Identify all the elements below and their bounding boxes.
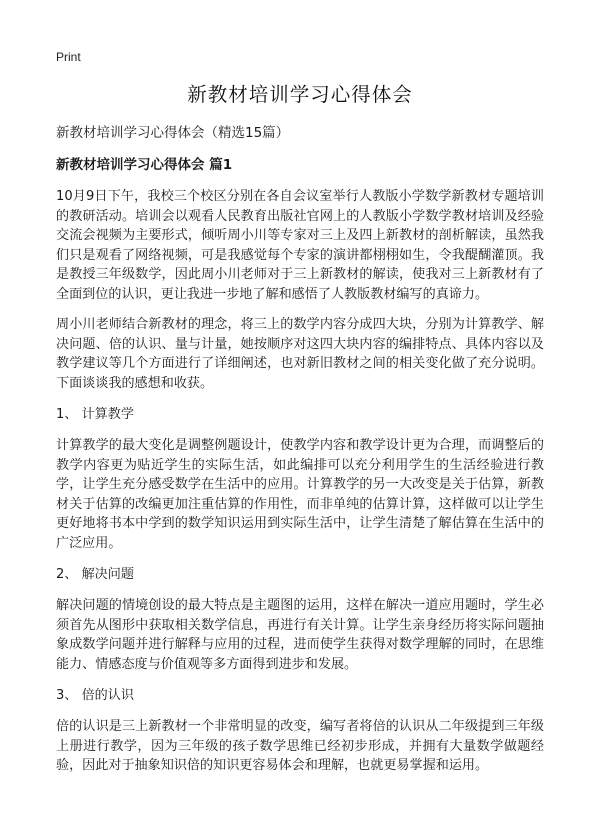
- paragraph-calculation: 计算教学的最大变化是调整例题设计，使教学内容和教学设计更为合理，而调整后的教学内容更为贴近学生的实际生活，如此编排可以充分利用学生的生活经验进行教学，让学生充分感受数学在生活中的应用。计算教学的另一大改变是关于估算，新教材关于估算的改编更加注重估算的作用性，而非单纯的估算计算，这样做可以让学生更好地将书本中学到的数学知识运用到实际生活中，让学生清楚了解估算在生活中的广泛应用。: [56, 438, 544, 551]
- paragraph-problem-solving: 解决问题的情境创设的最大特点是主题图的运用，这样在解决一道应用题时，学生必须首先从图形中获取相关数学信息，再进行有关计算。让学生亲身经历将实际问题抽象成数学问题并进行解释与应用的过程，进而使学生获得对数学理解的同时，在思维能力、情感态度与价值观等多方面得到进步和发展。: [56, 598, 544, 672]
- section-heading: 新教材培训学习心得体会 篇1: [56, 157, 233, 173]
- paragraph-intro: 10月9日下午，我校三个校区分别在各自会议室举行人教版小学数学新教材专题培训的教研活动。培训会以观看人民教育出版社官网上的人教版小学数学教材培训及经验交流会视频为主要形式，倾听周小川等专家对三上及四上新教材的剖析解读，虽然我们只是观看了网络视频，可是我感觉每个专家的演讲都栩栩如生，令我醍醐灌顶。我是教授三年级数学，因此周小川老师对于三上新教材的解读，使我对三上新教材有了全面到位的认识，更让我进一步地了解和感悟了人教版教材编写的真谛力。: [56, 189, 544, 302]
- document-subtitle: 新教材培训学习心得体会（精选15篇）: [56, 125, 290, 141]
- item-title-multiples: 3、 倍的认识: [56, 688, 134, 703]
- print-link[interactable]: Print: [56, 50, 81, 64]
- paragraph-overview: 周小川老师结合新教材的理念，将三上的数学内容分成四大块，分别为计算教学、解决问题、倍的认识、量与计量，她按顺序对这四大块内容的编排特点、具体内容以及教学建议等几个方面进行了详细阐述，也对新旧教材之间的相关变化做了充分说明。下面谈谈我的感想和收获。: [56, 317, 544, 391]
- item-title-problem-solving: 2、 解决问题: [56, 567, 134, 582]
- paragraph-multiples: 倍的认识是三上新教材一个非常明显的改变，编写者将倍的认识从二年级提到三年级上册进行教学，因为三年级的孩子数学思维已经初步形成，并拥有大量数学做题经验，因此对于抽象知识倍的知识更容易体会和理解，也就更易掌握和运用。: [56, 719, 544, 773]
- item-title-calculation: 1、 计算教学: [56, 407, 134, 422]
- document-title: 新教材培训学习心得体会: [187, 83, 413, 106]
